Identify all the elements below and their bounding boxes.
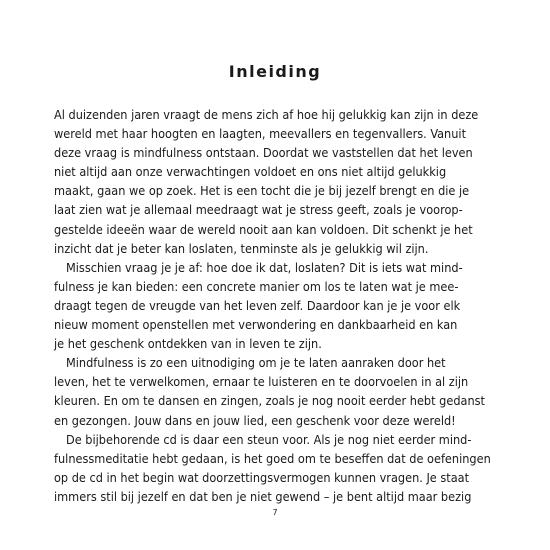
text-line: op de cd in het begin wat doorzettingsvermogen kunnen vragen. Je staat (54, 469, 470, 485)
text-line: je het geschenk ontdekken van in leven te zijn. (54, 336, 322, 352)
page-number: 7 (272, 508, 278, 517)
text-line: Mindfulness is zo een uitnodiging om je te laten aanraken door het (66, 355, 446, 371)
body-text (54, 105, 494, 506)
text-line: fulnessmeditatie hebt gedaan, is het goed om te beseffen dat de oefeningen (54, 450, 491, 466)
text-line: Misschien vraag je je af: hoe doe ik dat, loslaten? Dit is iets wat mind- (66, 259, 463, 275)
text-line: wereld met haar hoogten en laagten, meevallers en tegenvallers. Vanuit (54, 126, 467, 142)
text-line: Al duizenden jaren vraagt de mens zich af hoe hij gelukkig kan zijn in deze (54, 107, 479, 122)
text-line: en gezongen. Jouw dans en jouw lied, een geschenk voor deze wereld! (54, 412, 456, 428)
text-line: kleuren. En om te dansen en zingen, zoals je nog nooit eerder hebt gedanst (54, 393, 485, 409)
paragraph (54, 258, 494, 353)
text-line: De bijbehorende cd is daar een steun voor. Als je nog niet eerder mind- (66, 431, 472, 447)
text-line: inzicht dat je beter kan loslaten, tenminste als je gelukkig wil zijn. (54, 240, 429, 256)
chapter-title: Inleiding (228, 62, 322, 81)
text-line: gestelde ideeën waar de wereld nooit aan kan voldoen. Dit schenkt je het (54, 221, 473, 237)
text-line: nieuw moment openstellen met verwondering en dankbaarheid en kan (54, 317, 458, 333)
text-line: fulness je kan bieden: een concrete manier om los te laten wat je mee- (54, 278, 459, 294)
text-line: leven, het te verwelkomen, ernaar te luisteren en te doorvoelen in al zijn (54, 374, 469, 390)
text-line: maakt, gaan we op zoek. Het is een tocht die je bij jezelf brengt en die je (54, 183, 470, 199)
text-line: deze vraag is mindfulness ontstaan. Doordat we vaststellen dat het leven (54, 145, 473, 161)
paragraph (54, 430, 494, 506)
text-line: immers stil bij jezelf en dat ben je niet gewend – je bent altijd maar bezig (54, 488, 472, 504)
text-line: laat zien wat je allemaal meedraagt wat je stress geeft, zoals je vooroр- (54, 202, 463, 218)
paragraph (54, 353, 494, 429)
paragraph (54, 105, 494, 258)
text-line: niet altijd aan onze verwachtingen voldoet en ons niet altijd gelukkig (54, 164, 447, 180)
text-line: draagt tegen de vreugde van het leven zelf. Daardoor kan je je voor elk (54, 297, 461, 313)
